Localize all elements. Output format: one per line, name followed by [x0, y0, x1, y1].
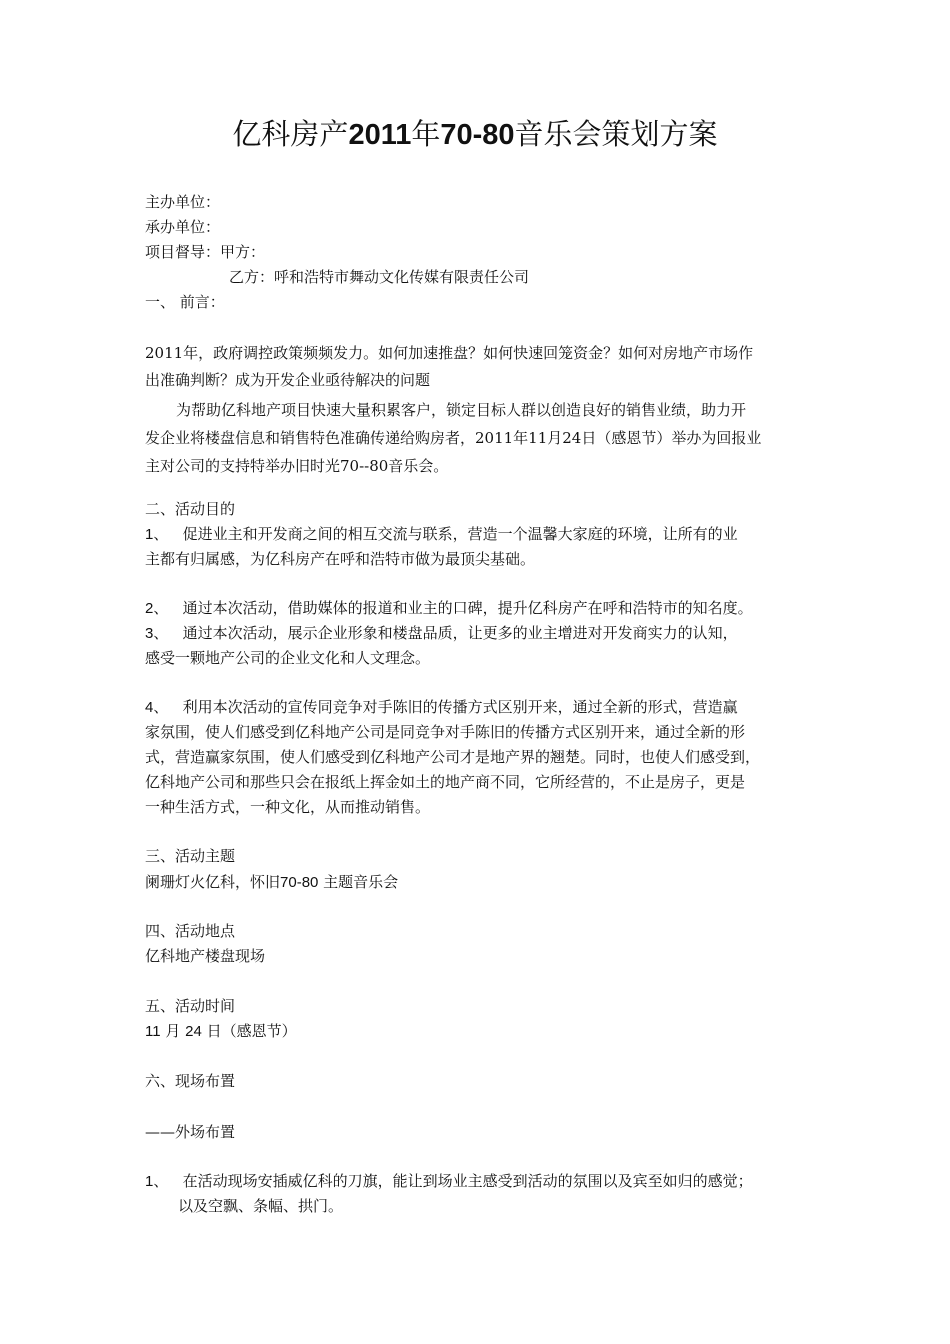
item-text: 通过本次活动，展示企业形象和楼盘品质，让更多的业主增进对开发商实力的认知， — [182, 624, 738, 642]
meta-party-b: 乙方：呼和浩特市舞动文化传媒有限责任公司 — [229, 268, 530, 286]
page-title — [0, 112, 950, 153]
item-number: 2、 — [145, 600, 169, 617]
section-2-item-1-line: 主都有归属感，为亿科房产在呼和浩特市做为最顶尖基础。 — [145, 550, 536, 568]
section-1-paragraph-2-line: 主对公司的支持特举办旧时光70--80音乐会。 — [145, 457, 449, 475]
item-number: 4、 — [145, 699, 169, 716]
section-5-heading: 五、活动时间 — [145, 997, 236, 1015]
section-4-body: 亿科地产楼盘现场 — [145, 947, 266, 965]
section-5-body — [145, 1021, 297, 1042]
section-6-item-1-line: 以及空飘、条幅、拱门。 — [178, 1197, 344, 1215]
section-1-paragraph-2-line: 发企业将楼盘信息和销售特色准确传递给购房者，2011年11月24日（感恩节）举办为回报业 — [145, 429, 762, 447]
section-3-body — [145, 872, 398, 893]
meta-host: 主办单位： — [145, 193, 221, 211]
section-6-subheading: ——外场布置 — [145, 1123, 236, 1141]
meta-organizer: 承办单位： — [145, 218, 221, 236]
section-1-heading: 一、 前言： — [145, 293, 225, 311]
section-6-item-1-line — [145, 1171, 753, 1192]
theme-text: 阑珊灯火亿科，怀旧 — [145, 873, 281, 891]
item-text: 通过本次活动，借助媒体的报道和业主的口碑，提升亿科房产在呼和浩特市的知名度。 — [182, 599, 753, 617]
section-4-heading: 四、活动地点 — [145, 922, 236, 940]
theme-years: 70-80 — [280, 874, 319, 891]
section-2-heading: 二、活动目的 — [145, 500, 236, 518]
day-number: 24 — [185, 1023, 202, 1040]
section-2-item-4-line: 式，营造赢家氛围，使人们感受到亿科地产公司才是地产界的翘楚。同时，也使人们感受到， — [145, 748, 761, 766]
item-number: 1、 — [145, 1173, 169, 1190]
section-3-heading: 三、活动主题 — [145, 847, 236, 865]
section-2-item-2-line — [145, 598, 753, 619]
item-text: 在活动现场安插威亿科的刀旗，能让到场业主感受到活动的氛围以及宾至如归的感觉； — [182, 1172, 753, 1190]
theme-text: 主题音乐会 — [323, 873, 399, 891]
item-text: 利用本次活动的宣传同竞争对手陈旧的传播方式区别开来，通过全新的形式，营造赢 — [182, 698, 738, 716]
item-number: 1、 — [145, 526, 169, 543]
item-text: 促进业主和开发商之间的相互交流与联系，营造一个温馨大家庭的环境，让所有的业 — [182, 525, 738, 543]
meta-supervisor: 项目督导：甲方： — [145, 243, 266, 261]
title-year: 2011 — [348, 119, 412, 151]
section-1-paragraph-2-line: 为帮助亿科地产项目快速大量积累客户，锁定目标人群以创造良好的销售业绩，助力开 — [176, 401, 747, 419]
section-1-paragraph-1-line: 2011年，政府调控政策频频发力。如何加速推盘？如何快速回笼资金？如何对房地产市场作 — [145, 344, 754, 362]
section-2-item-4-line — [145, 697, 738, 718]
section-2-item-3-line — [145, 623, 738, 644]
section-6-heading: 六、现场布置 — [145, 1072, 236, 1090]
title-part1: 亿科房产 — [232, 117, 349, 151]
section-2-item-3-line: 感受一颗地产公司的企业文化和人文理念。 — [145, 649, 431, 667]
title-part2: 年 — [411, 117, 441, 151]
title-part3: 音乐会策划方案 — [514, 117, 718, 151]
date-rest: 日（感恩节） — [206, 1022, 297, 1040]
title-range: 70-80 — [440, 119, 515, 151]
section-2-item-4-line: 亿科地产公司和那些只会在报纸上挥金如土的地产商不同，它所经营的，不止是房子，更是 — [145, 773, 746, 791]
section-2-item-4-line: 一种生活方式，一种文化，从而推动销售。 — [145, 798, 431, 816]
month-char: 月 — [165, 1022, 181, 1040]
item-number: 3、 — [145, 625, 169, 642]
section-2-item-4-line: 家氛围，使人们感受到亿科地产公司是同竞争对手陈旧的传播方式区别开来，通过全新的形 — [145, 723, 746, 741]
month-number: 11 — [145, 1023, 161, 1040]
section-1-paragraph-1-line: 出准确判断？成为开发企业亟待解决的问题 — [145, 371, 431, 389]
section-2-item-1-line — [145, 524, 738, 545]
